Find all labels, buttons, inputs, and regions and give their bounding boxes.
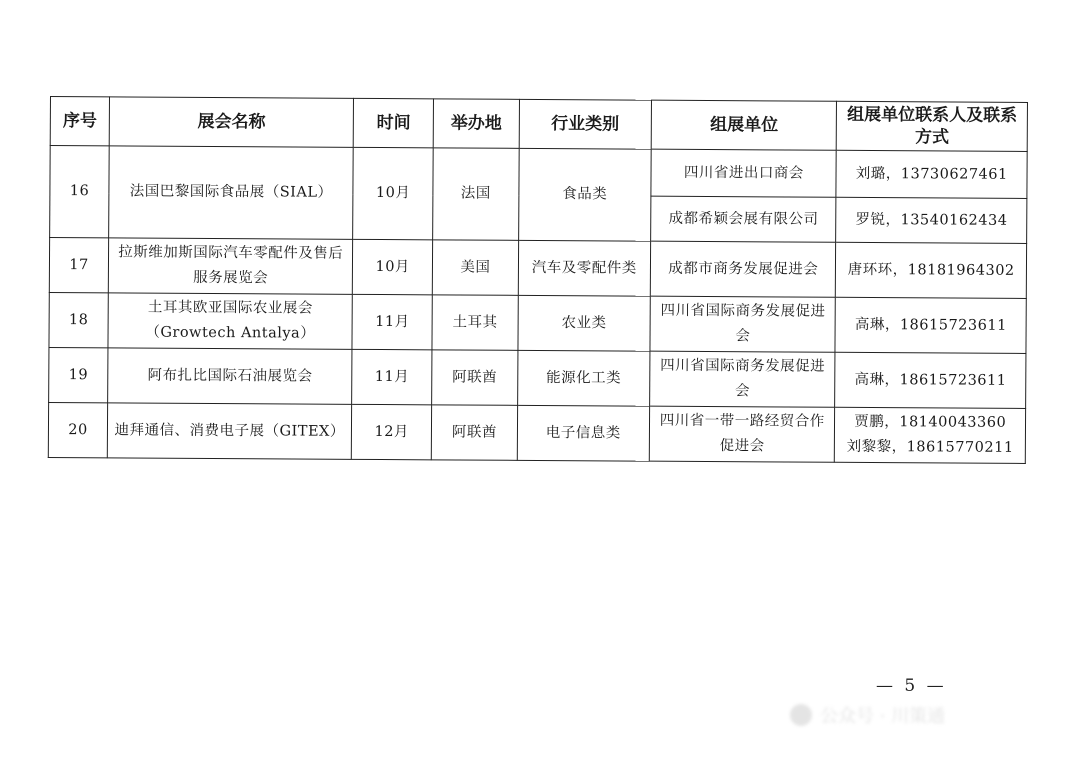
header-no: 序号 (50, 97, 109, 146)
table-row (49, 292, 1026, 353)
cell-location: 阿联酋 (432, 350, 518, 406)
cell-organizer: 四川省进出口商会 (651, 149, 837, 197)
cell-location: 美国 (433, 240, 519, 296)
cell-industry: 电子信息类 (517, 405, 650, 461)
watermark-text: 公众号 · 川策通 (820, 706, 946, 727)
table-row (49, 238, 1026, 299)
cell-time: 10月 (353, 147, 433, 239)
cell-time: 12月 (352, 404, 432, 459)
cell-contact: 高琳，18615723611 (835, 297, 1026, 353)
cell-no: 18 (49, 292, 108, 347)
table-row (48, 402, 1025, 463)
cell-time: 11月 (352, 349, 432, 404)
cell-industry: 食品类 (518, 148, 651, 241)
cell-location: 土耳其 (432, 295, 518, 351)
table-header-row (50, 97, 1027, 152)
cell-no: 20 (48, 402, 107, 457)
header-organizer: 组展单位 (651, 100, 837, 150)
cell-organizer: 成都希颖会展有限公司 (651, 196, 837, 242)
cell-contact: 高琳，18615723611 (835, 352, 1026, 408)
wechat-logo-icon (790, 704, 812, 726)
cell-location: 法国 (433, 148, 519, 241)
cell-industry: 汽车及零配件类 (518, 240, 651, 296)
cell-no: 17 (49, 238, 108, 293)
cell-contact (835, 407, 1026, 463)
contact-line: 刘黎黎，18615770211 (846, 438, 1014, 456)
contact-line: 贾鹏，18140043360 (854, 413, 1007, 431)
cell-organizer: 四川省国际商务发展促进会 (650, 351, 836, 407)
header-contact: 组展单位联系人及联系方式 (837, 101, 1028, 151)
header-industry: 行业类别 (519, 99, 652, 149)
cell-contact: 唐环环，18181964302 (836, 242, 1027, 298)
table-row (50, 146, 1027, 199)
table-row (49, 347, 1026, 408)
header-name: 展会名称 (109, 97, 354, 147)
cell-organizer: 成都市商务发展促进会 (650, 241, 836, 297)
cell-name: 法国巴黎国际食品展（SIAL） (109, 146, 354, 239)
exhibition-table (48, 96, 1028, 464)
cell-organizer: 四川省一带一路经贸合作促进会 (649, 406, 835, 462)
cell-name: 拉斯维加斯国际汽车零配件及售后服务展览会 (108, 238, 353, 294)
cell-organizer: 四川省国际商务发展促进会 (650, 296, 836, 352)
cell-no: 19 (49, 347, 108, 402)
page-number: — 5 — (876, 676, 947, 696)
cell-industry: 能源化工类 (517, 350, 650, 406)
watermark (790, 700, 1080, 730)
cell-time: 11月 (352, 294, 432, 349)
cell-contact: 罗锐，13540162434 (836, 197, 1027, 243)
cell-contact: 刘璐，13730627461 (836, 150, 1027, 198)
header-time: 时间 (354, 98, 434, 147)
cell-name: 阿布扎比国际石油展览会 (108, 348, 353, 404)
cell-no: 16 (50, 146, 110, 238)
header-location: 举办地 (433, 99, 519, 149)
cell-name: 迪拜通信、消费电子展（GITEX） (107, 403, 352, 459)
cell-location: 阿联酋 (432, 405, 518, 461)
cell-name: 土耳其欧亚国际农业展会（Growtech Antalya） (108, 293, 353, 349)
cell-industry: 农业类 (518, 295, 651, 351)
cell-time: 10月 (353, 239, 433, 294)
